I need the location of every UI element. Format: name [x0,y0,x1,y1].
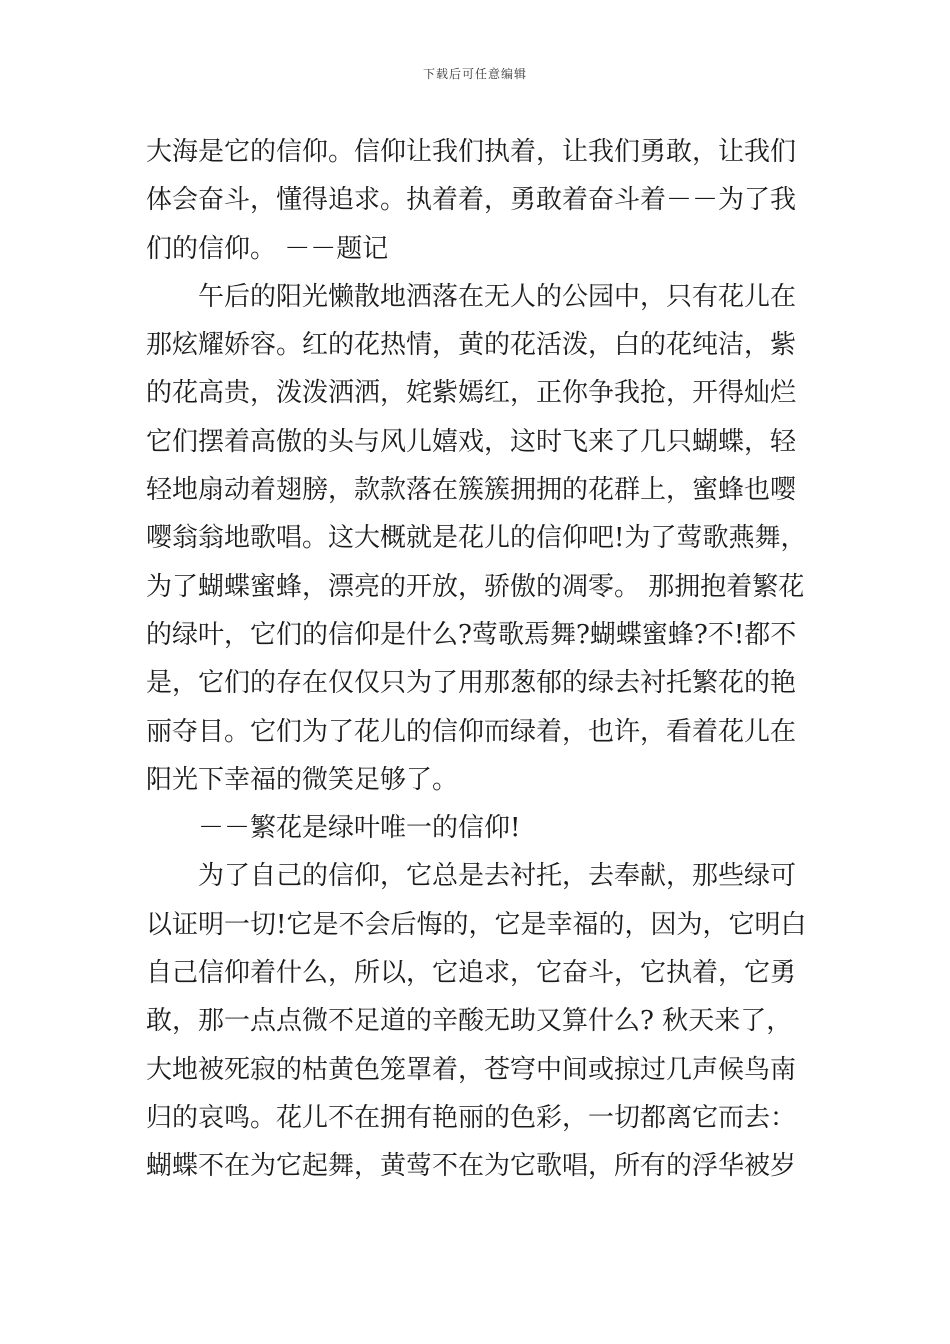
text-line: 为了蝴蝶蜜蜂，漂亮的开放，骄傲的凋零。 那拥抱着繁花 [146,571,805,602]
text-line: 蝴蝶不在为它起舞，黄莺不在为它歌唱，所有的浮华被岁 [146,1151,797,1182]
text-line: 体会奋斗，懂得追求。执着着，勇敢着奋斗着－－为了我 [146,185,797,216]
text-line: 敢，那一点点微不足道的辛酸无助又算什么? 秋天来了， [146,1006,793,1037]
text-line: 它们摆着高傲的头与风儿嬉戏，这时飞来了几只蝴蝶，轻 [146,426,797,457]
text-line: 丽夺目。它们为了花儿的信仰而绿着，也许，看着花儿在 [146,716,797,747]
paragraph-start-line: 为了自己的信仰，它总是去衬托，去奉献，那些绿可 [198,861,797,892]
page-header: 下载后可任意编辑 [422,67,527,81]
text-line: 嘤翁翁地歌唱。这大概就是花儿的信仰吧!为了莺歌燕舞， [146,523,807,554]
text-line: 是，它们的存在仅仅只为了用那葱郁的绿去衬托繁花的艳 [146,668,797,699]
text-line: 的花高贵，泼泼洒洒，姹紫嫣红，正你争我抢，开得灿烂 [146,378,797,409]
text-line: 大地被死寂的枯黄色笼罩着，苍穹中间或掠过几声候鸟南 [146,1054,797,1085]
text-line: 轻地扇动着翅膀，款款落在簇簇拥拥的花群上，蜜蜂也嘤 [146,475,797,506]
text-line: 阳光下幸福的微笑足够了。 [146,764,459,795]
paragraph-start-line: 午后的阳光懒散地洒落在无人的公园中，只有花儿在 [198,281,797,312]
text-line: 自己信仰着什么，所以，它追求，它奋斗，它执着，它勇 [146,958,797,989]
text-line: 大海是它的信仰。信仰让我们执着，让我们勇敢，让我们 [146,137,797,167]
text-line: 那炫耀娇容。红的花热情，黄的花活泼，白的花纯洁，紫 [146,330,797,361]
text-line: 以证明一切!它是不会后悔的，它是幸福的，因为，它明白 [146,909,807,940]
document-body [146,128,814,1191]
paragraph-start-line: －－繁花是绿叶唯一的信仰! [198,813,521,844]
text-line: 们的信仰。 －－题记 [146,233,389,264]
text-line: 归的哀鸣。花儿不在拥有艳丽的色彩，一切都离它而去： [146,1102,797,1133]
text-line: 的绿叶，它们的信仰是什么?莺歌焉舞?蝴蝶蜜蜂?不!都不 [146,619,797,650]
